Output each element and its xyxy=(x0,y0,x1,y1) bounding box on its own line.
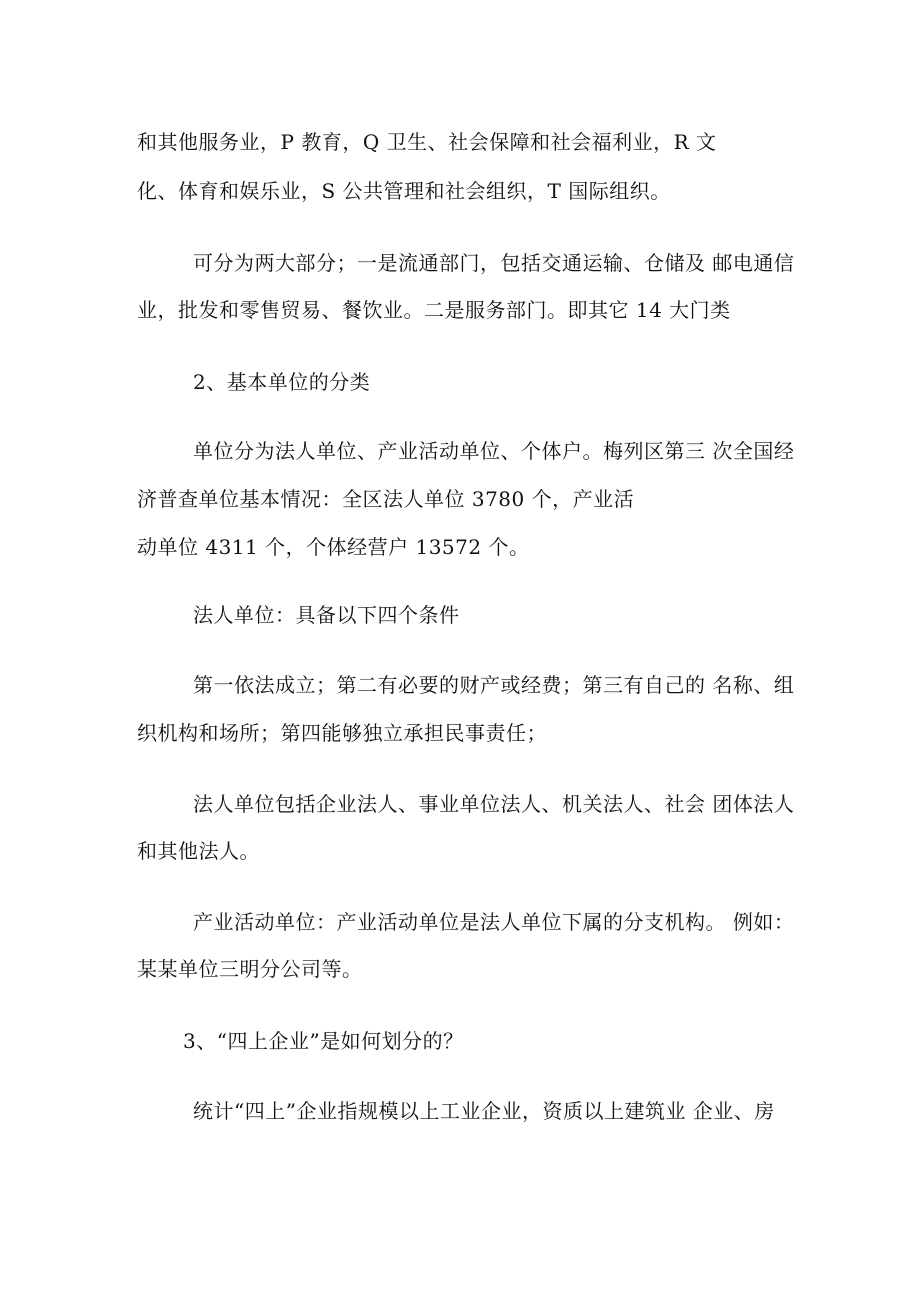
text-line: 济普查单位基本情况：全区法人单位 3780 个，产业活 xyxy=(137,487,635,511)
text-line: 和其他法人。 xyxy=(137,839,260,863)
section-heading: 2、基本单位的分类 xyxy=(193,370,371,394)
text-line: 动单位 4311 个，个体经营户 13572 个。 xyxy=(137,535,530,559)
text-line: 法人单位：具备以下四个条件 xyxy=(193,603,460,627)
section-heading: 3、“四上企业”是如何划分的？ xyxy=(183,1029,464,1053)
text-line: 第一依法成立；第二有必要的财产或经费；第三有自己的 名称、组 xyxy=(193,673,795,697)
text-line: 产业活动单位：产业活动单位是法人单位下属的分支机构。 例如： xyxy=(193,910,795,934)
text-line: 某某单位三明分公司等。 xyxy=(137,957,363,981)
text-line: 可分为两大部分；一是流通部门，包括交通运输、仓储及 邮电通信 xyxy=(193,251,795,275)
text-line: 统计“四上”企业指规模以上工业企业，资质以上建筑业 企业、房 xyxy=(193,1099,775,1123)
text-line: 业，批发和零售贸易、餐饮业。二是服务部门。即其它 14 大门类 xyxy=(137,298,731,322)
text-line: 法人单位包括企业法人、事业单位法人、机关法人、社会 团体法人 xyxy=(193,792,795,816)
text-line: 单位分为法人单位、产业活动单位、个体户。梅列区第三 次全国经 xyxy=(193,439,795,463)
text-line: 化、体育和娱乐业，S 公共管理和社会组织，T 国际组织。 xyxy=(137,179,671,203)
text-line: 和其他服务业，P 教育，Q 卫生、社会保障和社会福利业，R 文 xyxy=(137,130,717,154)
text-line: 织机构和场所；第四能够独立承担民事责任； xyxy=(137,721,547,745)
